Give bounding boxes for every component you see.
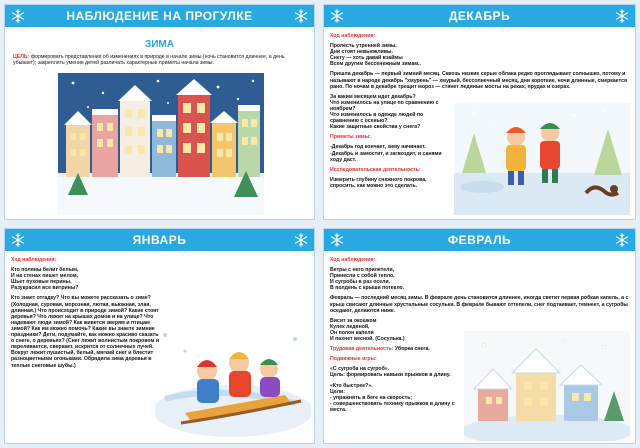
poem: Пролесть утренней зимы. Дни стоят невьюжливы. Снегу — хоть давай взаймы Всем другим бессенежным зимам.. [330,43,421,68]
children-walking-in-snow-illustration [454,103,630,215]
research-label: Исследовательская деятельность: [330,166,421,173]
research-text: Измерить глубину снежного покрова, спросить, как можно это сделать. [330,176,427,189]
game-2: «Кто быстрее?». Цели: - упражнять в беге на скорость; - совершенствовать технику прыжков в длину с места. [330,382,455,413]
games-label: Подвижные игры: [330,356,377,363]
card-title: НАБЛЮДЕНИЕ НА ПРОГУЛКЕ [66,9,253,23]
card-december [323,4,636,220]
card-february [323,228,636,444]
riddle: Висит за окошком Кулек ледяной, Он полон капели И пахнет весной. (Сосулька.) [330,317,405,343]
signs-text: -Декабрь год кончает, зиму начинает. -Декабрь и замостит, и загвоздит, и санями ходу даст. [330,144,442,163]
snowflake-icon [11,9,25,23]
questions: За каким месяцем идет декабрь? Что изменилось на улице по сравнению с ноябрем? Что изменилось в одежде людей по сравнению с осенью? Какие защитные свойства у снега? [330,93,439,131]
card-banner [324,5,635,27]
snowflake-icon [330,9,344,23]
goal-text-block [13,54,309,66]
snowflake-icon [615,233,629,247]
signs-label: Приметы зимы: [330,134,371,141]
paragraph: Февраль — последний месяц зимы. В феврале день становится длиннее, иногда светит первая робкая капель, а с крыш свисают длинные хрустальные сосульки. В феврале бывают оттепели, снег подтаивает, темнеет, а сугробы оседают, делаются ниже. [330,295,629,314]
snowflake-icon [615,9,629,23]
observation-label: Ход наблюдения: [330,257,376,263]
card-banner [5,229,314,251]
card-observation-winter [4,4,315,220]
card-january [4,228,315,444]
winter-town-illustration [58,73,264,215]
paragraph: Пришла декабрь — первый зимний месяц. Сквозь низкие серые облака редко проглядывает солнышко, потому и называют в народе декабрь "хмурень" — хмурый, бессолнечный месяц, дни короткие, ночи длинные, смеркается рано. По ночам в декабре трещит мороз — стянет ледяные мосты на реках, прудах и озерах. [330,71,627,90]
snowflake-icon [294,9,308,23]
card-title: ЯНВАРЬ [132,233,187,247]
snowflake-icon [294,233,308,247]
snowflake-icon [11,233,25,247]
children-on-sled-illustration [155,315,311,439]
card-title: ДЕКАБРЬ [448,9,511,23]
card-subtitle: ЗИМА [144,39,174,50]
snowflake-icon [330,233,344,247]
work-text: Уборка снега. [394,346,430,353]
card-banner [324,229,635,251]
goal-text: формировать представления об изменениях в природе в начале зимы (ночь становится длиннее, а день убывает); закреплять умение детей различать характерные приметы начала зимы. [13,54,285,67]
work-label: Трудовая деятельность: [330,346,394,353]
observation-label: Ход наблюдения: [11,257,57,263]
game-1: «С сугроба на сугроб». Цель: формировать навыки прыжков в длину. [330,366,451,379]
card-title: ФЕВРАЛЬ [447,233,512,247]
poem: Ветры с него прилетели, Принесли с собой тепло, И сугробы в раз осели. В полдень с крыши потекло. [330,267,405,292]
goal-label: ЦЕЛЬ: [13,54,30,60]
card-banner [5,5,314,27]
snowy-village-illustration [464,331,630,441]
observation-label: Ход наблюдения: [330,33,376,39]
poem: Кто поляны белит белым, И на стенах пишет мелом, Шьет пуховые перины, Разукрасил все витрины? [11,267,79,292]
paragraph: Кто знает отгадку? Что вы можете рассказать о зиме? (Холодная, суровая, морозная, лютая, вьюжная, злая, длинная.) Что происходит в природе зимой? Какие стоят деревья? Что лежит на крышах домов и на улице? Что надевают люди зимой? Как живется зверям и птицам зимой? Как им можно помочь? Какие вы знаете зимние праздники? Дети, подумайте, как можно красиво сказать о снеге, о деревьях? (Снег лежит волнистым покровом и переливается, сверкает, искрится от солнечных лучей. Вокруг лежит пушистый, белый, мягкий снег и блестит разноцветными огоньками. Обрядила зима деревья в теплые снеговые шубы.) [11,295,160,369]
